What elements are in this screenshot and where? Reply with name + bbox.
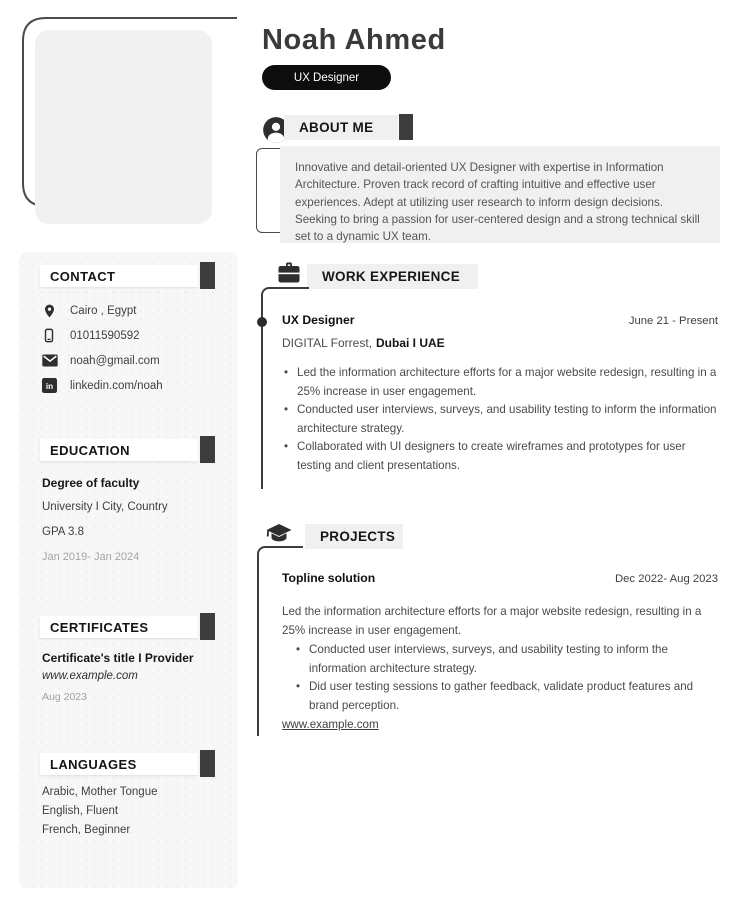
work-entry-header bbox=[282, 313, 718, 327]
language-item: Arabic, Mother Tongue bbox=[42, 786, 158, 798]
contact-phone-text: 01011590592 bbox=[70, 329, 140, 342]
header-accent-square bbox=[399, 114, 413, 140]
location-pin-icon bbox=[42, 303, 58, 319]
contact-item-email bbox=[42, 348, 222, 373]
header-accent-square bbox=[200, 750, 215, 777]
education-entry bbox=[42, 476, 232, 563]
contact-linkedin-text[interactable]: linkedin.com/noah bbox=[70, 379, 163, 392]
work-location: Dubai I UAE bbox=[376, 336, 445, 350]
education-section-header bbox=[40, 436, 216, 464]
work-role: UX Designer bbox=[282, 313, 355, 327]
timeline-dot bbox=[257, 317, 267, 327]
svg-text:in: in bbox=[45, 381, 54, 391]
languages-list bbox=[42, 786, 232, 836]
candidate-name: Noah Ahmed bbox=[262, 24, 446, 56]
certificates-section-header bbox=[40, 613, 216, 641]
certificate-url[interactable]: www.example.com bbox=[42, 670, 138, 682]
header-accent-square bbox=[200, 436, 215, 463]
contact-section-header bbox=[40, 262, 216, 290]
header-accent-square bbox=[200, 613, 215, 640]
email-icon bbox=[42, 353, 58, 369]
contact-email-text[interactable]: noah@gmail.com bbox=[70, 354, 160, 367]
about-heading: ABOUT ME bbox=[299, 120, 374, 135]
work-bullet: • Conducted user interviews, surveys, and usability testing to inform the information architecture strategy. bbox=[282, 401, 720, 438]
contact-location-text: Cairo , Egypt bbox=[70, 304, 137, 317]
project-dates: Dec 2022- Aug 2023 bbox=[614, 573, 718, 585]
work-company-line bbox=[282, 336, 445, 350]
language-item: English, Fluent bbox=[42, 805, 119, 817]
work-company: DIGITAL Forrest, bbox=[282, 336, 373, 350]
education-degree: Degree of faculty bbox=[42, 476, 140, 490]
project-bullet: • Conducted user interviews, surveys, and usability testing to inform the information architecture strategy. bbox=[294, 641, 720, 678]
contact-list bbox=[42, 298, 222, 398]
education-heading: EDUCATION bbox=[50, 442, 130, 458]
certificates-heading: CERTIFICATES bbox=[50, 619, 149, 635]
certificate-title: Certificate's title I Provider bbox=[42, 651, 194, 665]
project-link[interactable]: www.example.com bbox=[282, 718, 379, 731]
project-bullet: • Did user testing sessions to gather feedback, validate product features and brand perception. bbox=[294, 678, 720, 715]
work-bullet-list bbox=[282, 364, 720, 476]
work-bullet: • Led the information architecture efforts for a major website redesign, resulting in a 25% increase in user engagement. bbox=[282, 364, 720, 401]
certificate-entry bbox=[42, 651, 232, 703]
contact-heading: CONTACT bbox=[50, 268, 116, 284]
job-title-badge bbox=[262, 65, 391, 90]
sidebar-panel bbox=[19, 252, 238, 888]
profile-photo-placeholder bbox=[35, 30, 212, 224]
job-title-text: UX Designer bbox=[293, 71, 360, 84]
about-summary-box bbox=[280, 146, 720, 243]
phone-icon bbox=[42, 328, 58, 344]
language-item: French, Beginner bbox=[42, 824, 131, 836]
certificate-date: Aug 2023 bbox=[42, 691, 87, 703]
education-dates: Jan 2019- Jan 2024 bbox=[42, 551, 140, 563]
work-bullet: • Collaborated with UI designers to create wireframes and prototypes for user testing and client presentations. bbox=[282, 438, 720, 475]
projects-heading: PROJECTS bbox=[320, 529, 396, 544]
contact-item-location bbox=[42, 298, 222, 323]
header-accent-square bbox=[200, 262, 215, 289]
education-university: University I City, Country bbox=[42, 501, 168, 513]
contact-item-phone bbox=[42, 323, 222, 348]
project-bullet-list bbox=[294, 641, 720, 715]
projects-section-header bbox=[305, 524, 403, 549]
project-entry-header bbox=[282, 571, 718, 585]
education-gpa: GPA 3.8 bbox=[42, 526, 84, 538]
work-dates: June 21 - Present bbox=[628, 315, 718, 327]
contact-item-linkedin bbox=[42, 373, 222, 398]
linkedin-icon bbox=[42, 378, 58, 394]
work-heading: WORK EXPERIENCE bbox=[322, 269, 461, 284]
briefcase-icon bbox=[277, 262, 301, 289]
languages-heading: LANGUAGES bbox=[50, 756, 137, 772]
project-title: Topline solution bbox=[282, 571, 376, 585]
languages-section-header bbox=[40, 750, 216, 778]
about-section-header bbox=[284, 115, 398, 140]
project-summary: Led the information architecture efforts for a major website redesign, resulting in a 25% increase in user engagement. bbox=[282, 605, 702, 637]
about-text: Innovative and detail-oriented UX Designer with expertise in Information Architecture. Proven track record of crafting intuitive and effective user experiences. Adept at utilizing user research to inform design decisions. Seeking to bring a passion for user-centered design and a strong technical skill set to a dynamic UX team. bbox=[295, 161, 700, 244]
work-section-header bbox=[307, 264, 478, 289]
